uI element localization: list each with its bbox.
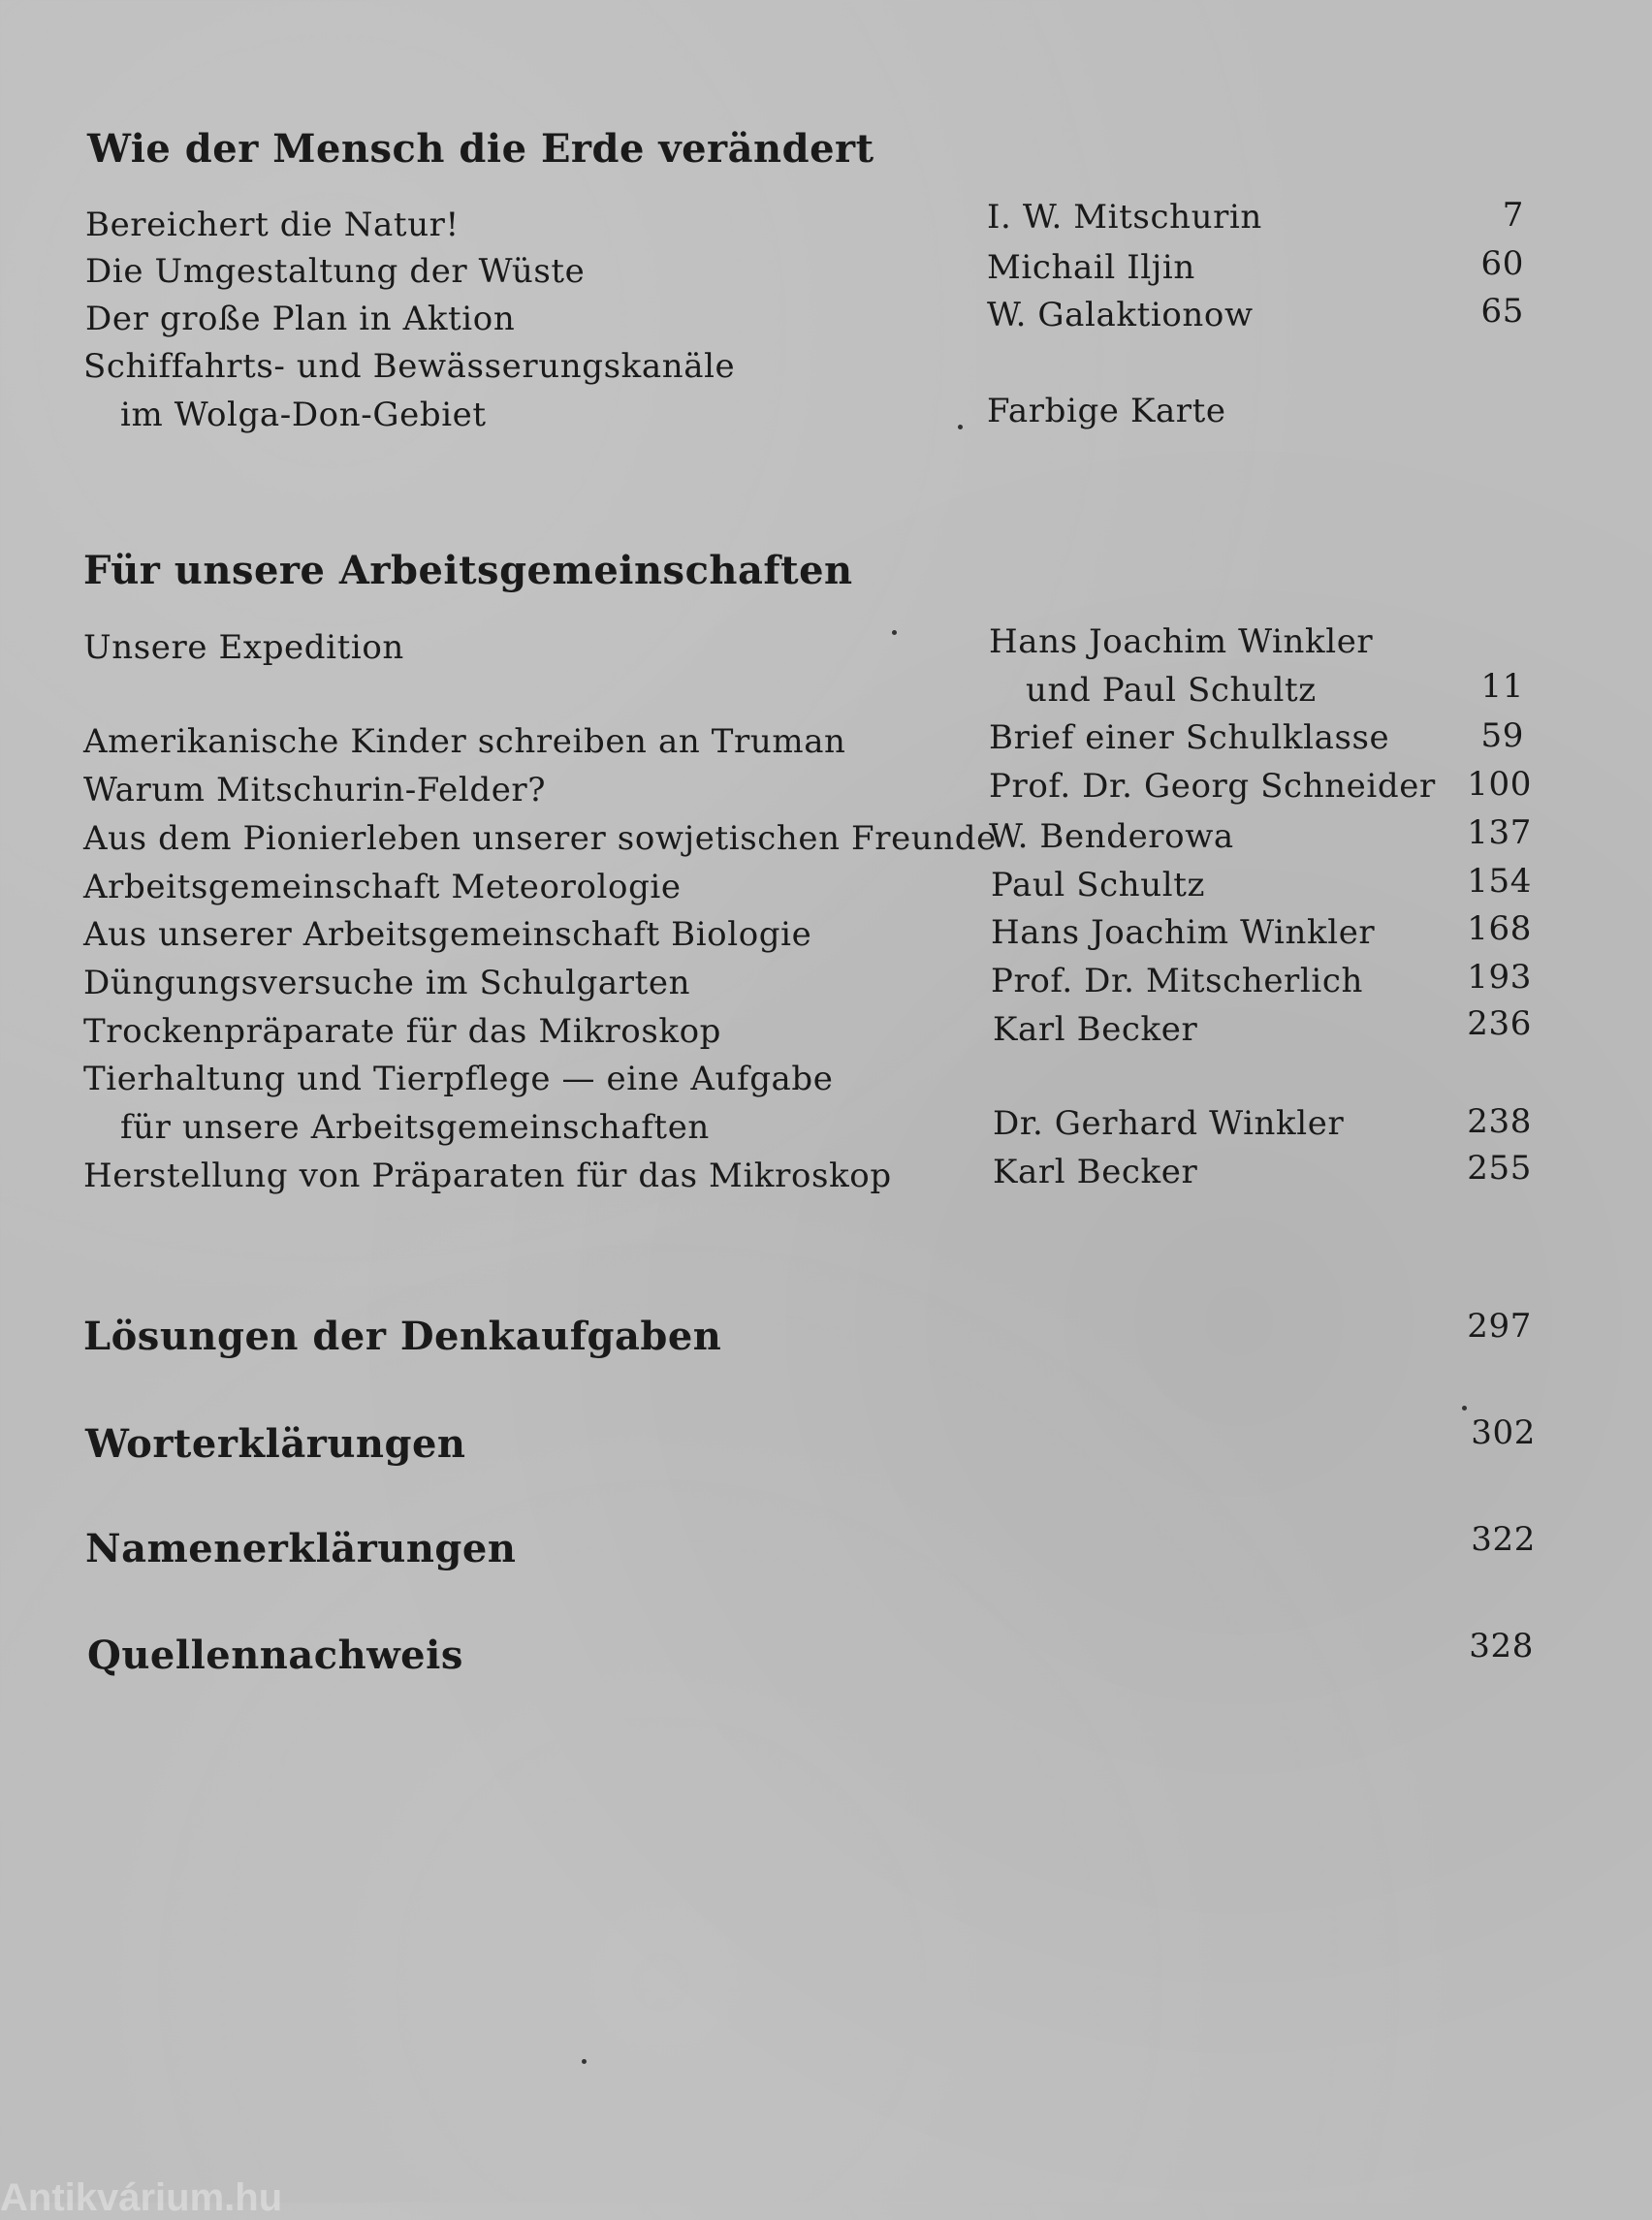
- appendix-heading: Namenerklärungen: [85, 1526, 517, 1571]
- entry-title: Herstellung von Präparaten für das Mikroskop: [83, 1157, 892, 1195]
- entry-author: Farbige Karte: [987, 392, 1226, 430]
- entry-author: Prof. Dr. Mitscherlich: [991, 962, 1363, 1000]
- section-heading: Wie der Mensch die Erde verändert: [87, 126, 874, 172]
- entry-title: Die Umgestaltung der Wüste: [85, 252, 586, 291]
- paper-speck: [958, 425, 963, 429]
- entry-author-line2: und Paul Schultz: [1026, 671, 1317, 710]
- entry-author: I. W. Mitschurin: [987, 198, 1262, 237]
- entry-page: 65: [1480, 292, 1524, 331]
- entry-author: Karl Becker: [993, 1010, 1198, 1049]
- entry-page: 137: [1467, 813, 1532, 852]
- appendix-page: 322: [1471, 1520, 1536, 1559]
- entry-title: Düngungsversuche im Schulgarten: [83, 964, 691, 1002]
- entry-page: 236: [1467, 1004, 1532, 1043]
- entry-author: W. Benderowa: [989, 817, 1234, 856]
- entry-title: Unsere Expedition: [83, 628, 404, 667]
- paper-speck: [892, 630, 897, 635]
- entry-author: Dr. Gerhard Winkler: [993, 1104, 1345, 1143]
- paper-speck: [1462, 1406, 1467, 1411]
- entry-author: Paul Schultz: [991, 866, 1205, 904]
- section-heading: Für unsere Arbeitsgemeinschaften: [83, 548, 853, 593]
- entry-page: 11: [1480, 667, 1524, 706]
- entry-title: Der große Plan in Aktion: [85, 300, 516, 338]
- entry-page: 255: [1467, 1149, 1532, 1188]
- entry-title: Aus dem Pionierleben unserer sowjetischen Freunde: [83, 819, 997, 858]
- appendix-page: 328: [1469, 1627, 1534, 1665]
- entry-author: Hans Joachim Winkler: [989, 622, 1374, 661]
- entry-title: Warum Mitschurin-Felder?: [83, 771, 547, 809]
- entry-author: Brief einer Schulklasse: [989, 718, 1390, 757]
- entry-page: 59: [1480, 716, 1524, 755]
- entry-title: Schiffahrts- und Bewässerungskanäle: [83, 347, 736, 386]
- entry-title: Arbeitsgemeinschaft Meteorologie: [83, 868, 682, 906]
- entry-title: Amerikanische Kinder schreiben an Truman: [83, 722, 846, 761]
- appendix-heading: Lösungen der Denkaufgaben: [83, 1314, 722, 1359]
- entry-page: 238: [1467, 1102, 1532, 1141]
- entry-author: W. Galaktionow: [987, 296, 1254, 334]
- appendix-heading: Worterklärungen: [85, 1421, 466, 1467]
- entry-title-line2: im Wolga-Don-Gebiet: [120, 396, 487, 434]
- entry-page: 60: [1480, 244, 1524, 283]
- entry-page: 168: [1467, 909, 1532, 948]
- entry-page: 7: [1502, 196, 1524, 235]
- entry-author: Hans Joachim Winkler: [991, 913, 1376, 952]
- entry-title-line2: für unsere Arbeitsgemeinschaften: [120, 1108, 710, 1147]
- entry-title: Trockenpräparate für das Mikroskop: [83, 1012, 722, 1051]
- paper-speck: [582, 2059, 587, 2064]
- entry-page: 100: [1467, 765, 1532, 804]
- appendix-page: 302: [1471, 1413, 1536, 1452]
- entry-title: Aus unserer Arbeitsgemeinschaft Biologie: [83, 915, 812, 954]
- entry-author: Michail Iljin: [987, 248, 1195, 287]
- entry-author: Prof. Dr. Georg Schneider: [989, 767, 1436, 806]
- entry-title: Tierhaltung und Tierpflege — eine Aufgabe: [83, 1060, 834, 1098]
- appendix-page: 297: [1467, 1307, 1532, 1346]
- appendix-heading: Quellennachweis: [87, 1633, 463, 1678]
- watermark: Antikvárium.hu: [0, 2176, 283, 2219]
- entry-title: Bereichert die Natur!: [85, 206, 460, 244]
- entry-author: Karl Becker: [993, 1153, 1198, 1191]
- entry-page: 154: [1467, 862, 1532, 901]
- entry-page: 193: [1467, 958, 1532, 997]
